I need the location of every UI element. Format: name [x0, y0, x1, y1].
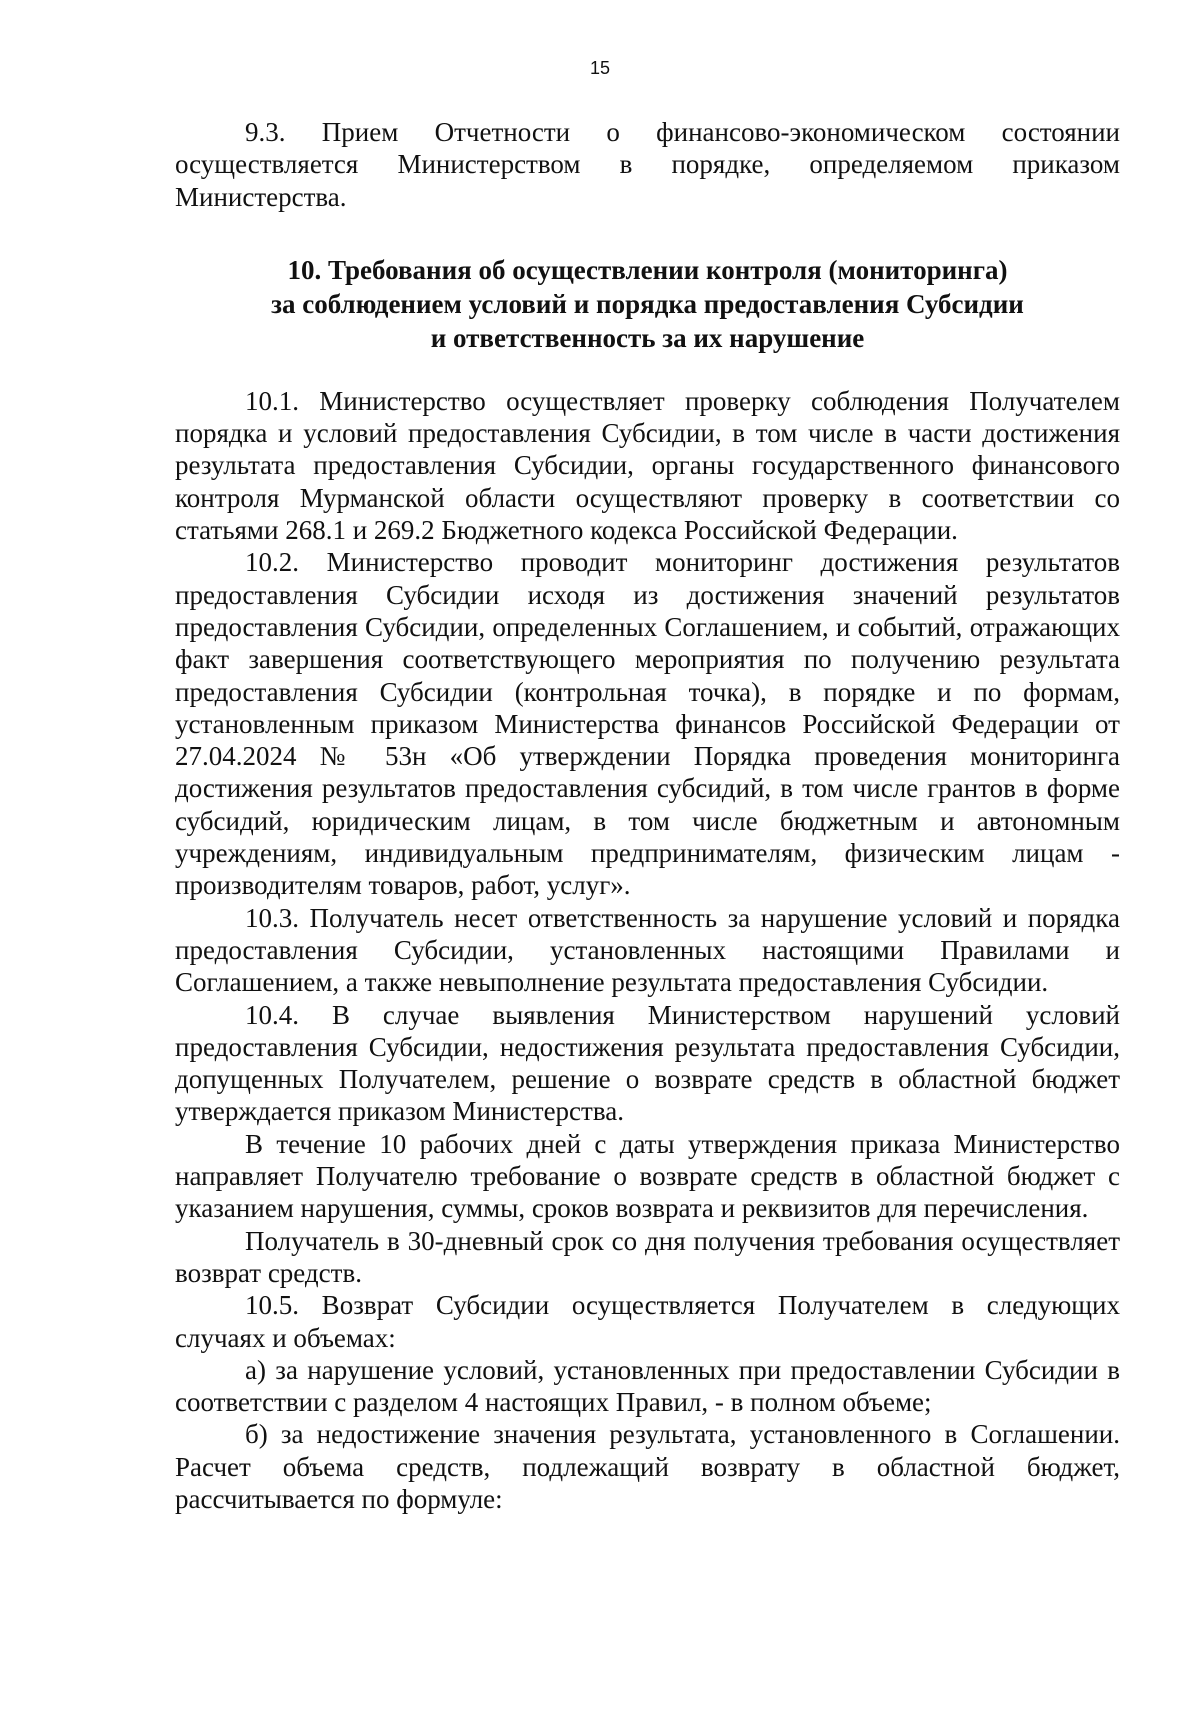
heading-line-3: и ответственность за их нарушение — [430, 322, 865, 353]
heading-line-2: за соблюдением условий и порядка предоставления Субсидии — [271, 288, 1024, 319]
paragraph-9-3: 9.3. Прием Отчетности о финансово-экономическом состоянии осуществляется Министерством в порядке, определяемом приказом Министерства. — [175, 117, 1120, 212]
page-number: 15 — [589, 58, 611, 78]
paragraph-10-2: 10.2. Министерство проводит мониторинг достижения результатов предоставления Субсидии исходя из достижения значений результатов предоставления Субсидии, определенных Соглашением, и событий, отражающих факт завершения соответствующего мероприятия по получению результата предоставления Субсидии (контрольная точка), в порядке и по формам, установленным приказом Министерства финансов Российской Федерации от 27.04.2024 № 53н «Об утверждении Порядка проведения мониторинга достижения результатов предоставления субсидий, в том числе грантов в форме субсидий, юридическим лицам, в том числе бюджетным и автономным учреждениям, индивидуальным предпринимателям, физическим лицам - производителям товаров, работ, услуг». — [175, 547, 1120, 901]
paragraph-10-5-a: а) за нарушение условий, установленных при предоставлении Субсидии в соответствии с разделом 4 настоящих Правил, - в полном объеме; — [175, 1354, 1120, 1418]
section-10-heading — [175, 253, 1120, 355]
paragraph-10-1: 10.1. Министерство осуществляет проверку соблюдения Получателем порядка и условий предоставления Субсидии, в том числе в части достижения результата предоставления Субсидии, органы государственного финансового контроля Мурманской области осуществляют проверку в соответствии со статьями 268.1 и 269.2 Бюджетного кодекса Российской Федерации. — [175, 385, 1120, 546]
paragraph-10-4-notice: В течение 10 рабочих дней с даты утверждения приказа Министерство направляет Получателю требование о возврате средств в областной бюджет с указанием нарушения, суммы, сроков возврата и реквизитов для перечисления. — [175, 1128, 1120, 1224]
paragraph-10-5: 10.5. Возврат Субсидии осуществляется Получателем в следующих случаях и объемах: — [175, 1290, 1120, 1353]
paragraph-10-3: 10.3. Получатель несет ответственность за нарушение условий и порядка предоставления Субсидии, установленных настоящими Правилами и Соглашением, а также невыполнение результата предоставления Субсидии. — [175, 902, 1120, 998]
paragraph-10-4-refund: Получатель в 30-дневный срок со дня получения требования осуществляет возврат средств. — [175, 1225, 1120, 1288]
paragraph-10-5-b: б) за недостижение значения результата, установленного в Соглашении. Расчет объема средств, подлежащий возврату в областной бюджет, рассчитывается по формуле: — [175, 1419, 1120, 1514]
paragraph-10-4: 10.4. В случае выявления Министерством нарушений условий предоставления Субсидии, недостижения результата предоставления Субсидии, допущенных Получателем, решение о возврате средств в областной бюджет утверждается приказом Министерства. — [175, 999, 1120, 1127]
document-body — [175, 116, 1120, 1515]
heading-line-1: 10. Требования об осуществлении контроля (мониторинга) — [287, 254, 1008, 285]
